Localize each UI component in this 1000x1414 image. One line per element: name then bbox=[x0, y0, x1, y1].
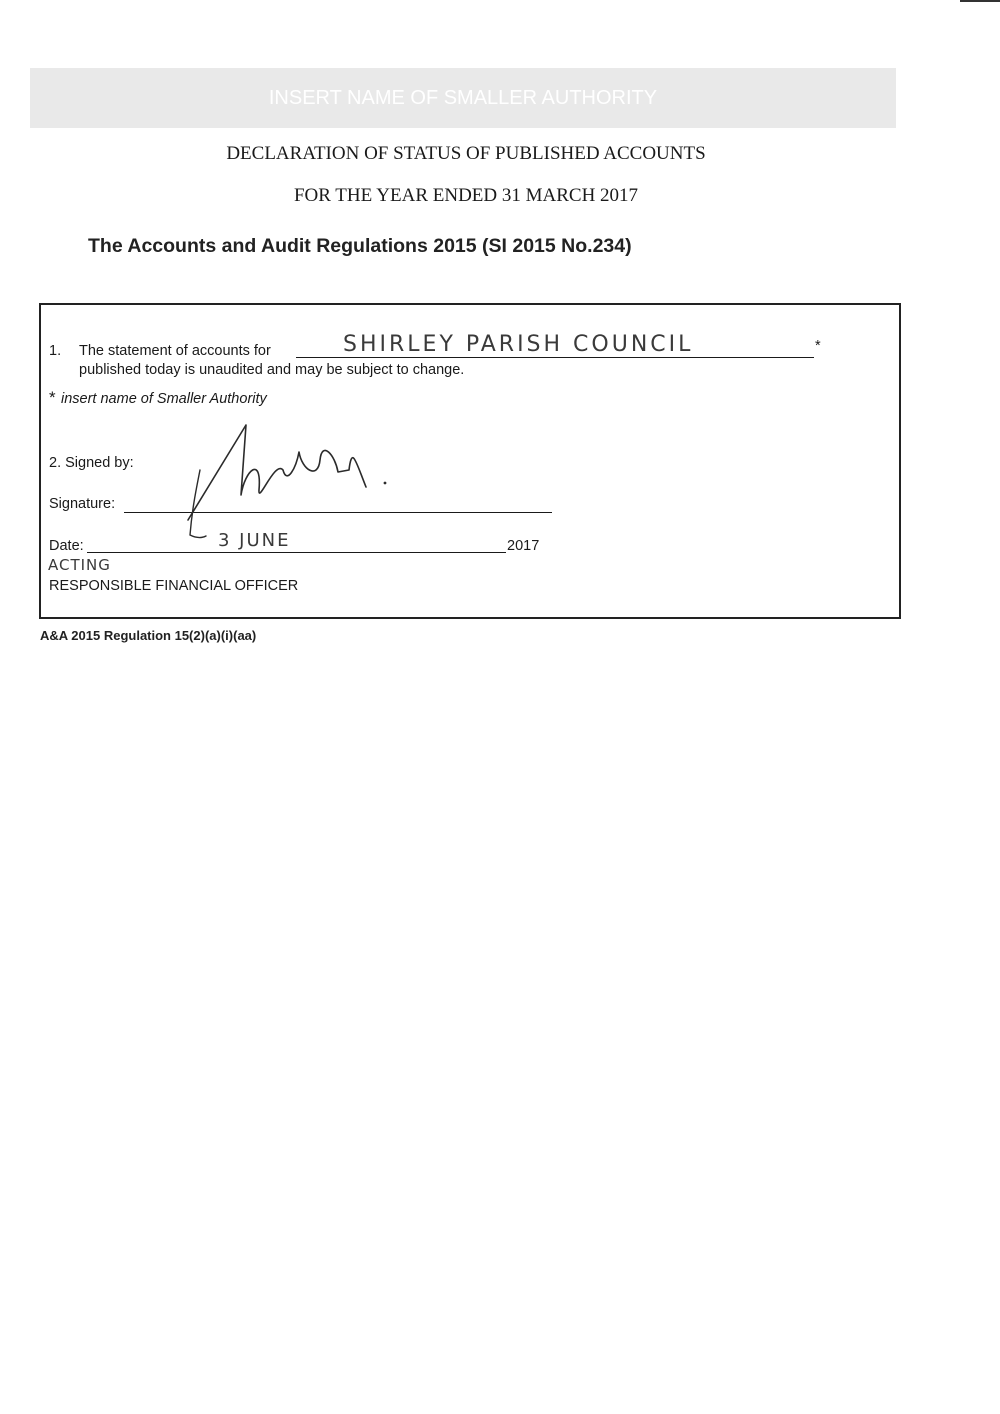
handwritten-signature bbox=[0, 0, 1000, 700]
document-subtitle: FOR THE YEAR ENDED 31 MARCH 2017 bbox=[293, 185, 639, 206]
banner-placeholder: INSERT NAME OF SMALLER AUTHORITY bbox=[268, 86, 658, 109]
date-line bbox=[87, 552, 506, 553]
signature-label: Signature: bbox=[49, 496, 116, 512]
note-asterisk: * bbox=[49, 388, 56, 407]
officer-role: RESPONSIBLE FINANCIAL OFFICER bbox=[49, 578, 299, 594]
authority-name-handwritten: SHIRLEY PARISH COUNCIL bbox=[343, 332, 694, 357]
note-text: insert name of Smaller Authority bbox=[61, 391, 267, 407]
item1-label: The statement of accounts for bbox=[79, 343, 271, 359]
item1-continuation: published today is unaudited and may be subject to change. bbox=[79, 362, 465, 378]
acting-handwritten: ACTING bbox=[48, 556, 111, 574]
item1-number: 1. bbox=[49, 343, 62, 359]
regulation-reference: A&A 2015 Regulation 15(2)(a)(i)(aa) bbox=[40, 628, 257, 643]
regulations-heading: The Accounts and Audit Regulations 2015 (SI 2015 No.234) bbox=[88, 235, 632, 257]
date-label: Date: bbox=[49, 538, 84, 554]
document-title: DECLARATION OF STATUS OF PUBLISHED ACCOUNTS bbox=[226, 143, 706, 164]
date-year: 2017 bbox=[507, 538, 540, 554]
date-handwritten: 3 JUNE bbox=[218, 530, 291, 551]
item2-label: 2. Signed by: bbox=[49, 455, 134, 471]
item1-asterisk: * bbox=[815, 338, 821, 354]
